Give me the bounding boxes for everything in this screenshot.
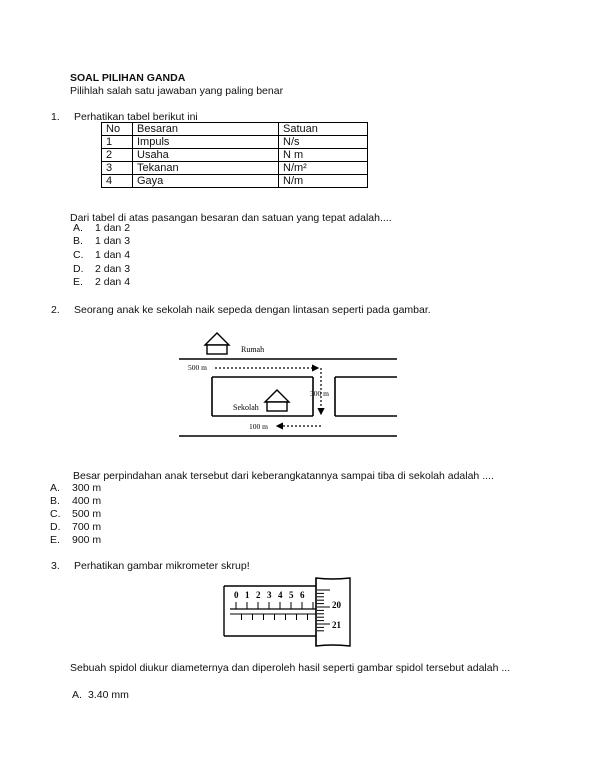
table-cell: Usaha (133, 149, 279, 162)
label-500m: 500 m (188, 363, 207, 372)
table-row (102, 149, 368, 162)
table-cell: Gaya (133, 175, 279, 188)
table-cell: 1 (102, 136, 133, 149)
option-letter: B. (50, 495, 60, 507)
q1-option[interactable] (73, 263, 130, 275)
option-text: 2 dan 3 (95, 263, 131, 275)
option-letter: A. (73, 222, 83, 234)
option-letter: D. (73, 263, 84, 275)
table-row (102, 175, 368, 188)
q1-question: Dari tabel di atas pasangan besaran dan satuan yang tepat adalah.... (70, 212, 392, 224)
q2-option[interactable] (50, 508, 101, 520)
table-cell: N/m (279, 175, 368, 188)
q3-option[interactable] (72, 689, 129, 701)
label-rumah: Rumah (241, 345, 265, 354)
label-sekolah: Sekolah (233, 403, 259, 412)
table-cell: 3 (102, 162, 133, 175)
school-icon (265, 390, 289, 411)
route-diagram (175, 328, 401, 440)
option-text: 1 dan 4 (95, 249, 131, 261)
q1-option[interactable] (73, 235, 130, 247)
q2-number: 2. (51, 304, 60, 316)
table-cell: Tekanan (133, 162, 279, 175)
table-cell: 2 (102, 149, 133, 162)
scale-label: 0 (234, 590, 239, 600)
q3-question: Sebuah spidol diukur diameternya dan diperoleh hasil seperti gambar spidol tersebut adalah ... (70, 662, 511, 674)
table-header-row (102, 123, 368, 136)
scale-label: 2 (256, 590, 261, 600)
table-cell: N m (279, 149, 368, 162)
q2-question: Besar perpindahan anak tersebut dari keberangkatannya sampai tiba di sekolah adalah .... (73, 470, 494, 482)
scale-label: 5 (289, 590, 294, 600)
option-text: 700 m (72, 521, 102, 533)
table-row (102, 162, 368, 175)
thimble (316, 578, 350, 646)
q2-option[interactable] (50, 534, 101, 546)
table-header-cell: Satuan (279, 123, 368, 136)
table-header-cell: No (102, 123, 133, 136)
q1-option[interactable] (73, 222, 130, 234)
micrometer-diagram (220, 576, 360, 648)
house-icon (205, 333, 229, 354)
option-text: 900 m (72, 534, 102, 546)
q2-prompt: Seorang anak ke sekolah naik sepeda dengan lintasan seperti pada gambar. (74, 304, 431, 316)
instruction-text: Pilihlah salah satu jawaban yang paling benar (70, 85, 284, 97)
scale-label: 6 (300, 590, 305, 600)
table-cell: 4 (102, 175, 133, 188)
scale-label: 4 (278, 590, 283, 600)
option-letter: A. (72, 689, 82, 701)
q1-table (101, 122, 368, 188)
option-text: 300 m (72, 482, 102, 494)
option-letter: C. (73, 249, 84, 261)
option-letter: B. (73, 235, 83, 247)
option-letter: E. (50, 534, 60, 546)
q1-option[interactable] (73, 249, 130, 261)
q1-option[interactable] (73, 276, 130, 288)
option-letter: C. (50, 508, 61, 520)
main-scale-ticks (236, 602, 313, 620)
table-cell: N/s (279, 136, 368, 149)
thimble-label-20: 20 (332, 600, 341, 610)
q2-option[interactable] (50, 482, 101, 494)
q3-prompt: Perhatikan gambar mikrometer skrup! (74, 560, 250, 572)
q3-number: 3. (51, 560, 60, 572)
table-cell: N/m² (279, 162, 368, 175)
option-text: 2 dan 4 (95, 276, 131, 288)
q1-prompt: Perhatikan tabel berikut ini (74, 111, 198, 123)
scale-label: 3 (267, 590, 272, 600)
section-title: SOAL PILIHAN GANDA (70, 72, 186, 84)
option-letter: D. (50, 521, 61, 533)
thimble-label-21: 21 (332, 620, 341, 630)
option-text: 500 m (72, 508, 102, 520)
option-text: 400 m (72, 495, 102, 507)
main-scale-labels (234, 590, 305, 600)
option-text: 1 dan 2 (95, 222, 131, 234)
option-letter: A. (50, 482, 60, 494)
option-text: 3.40 mm (88, 689, 129, 701)
option-letter: E. (73, 276, 83, 288)
scale-label: 1 (245, 590, 250, 600)
q2-option[interactable] (50, 495, 101, 507)
q1-number: 1. (51, 111, 60, 123)
table-row (102, 136, 368, 149)
table-header-cell: Besaran (133, 123, 279, 136)
label-100m: 100 m (249, 422, 268, 431)
q2-option[interactable] (50, 521, 101, 533)
option-text: 1 dan 3 (95, 235, 131, 247)
table-cell: Impuls (133, 136, 279, 149)
label-300m: 300 m (310, 389, 329, 398)
